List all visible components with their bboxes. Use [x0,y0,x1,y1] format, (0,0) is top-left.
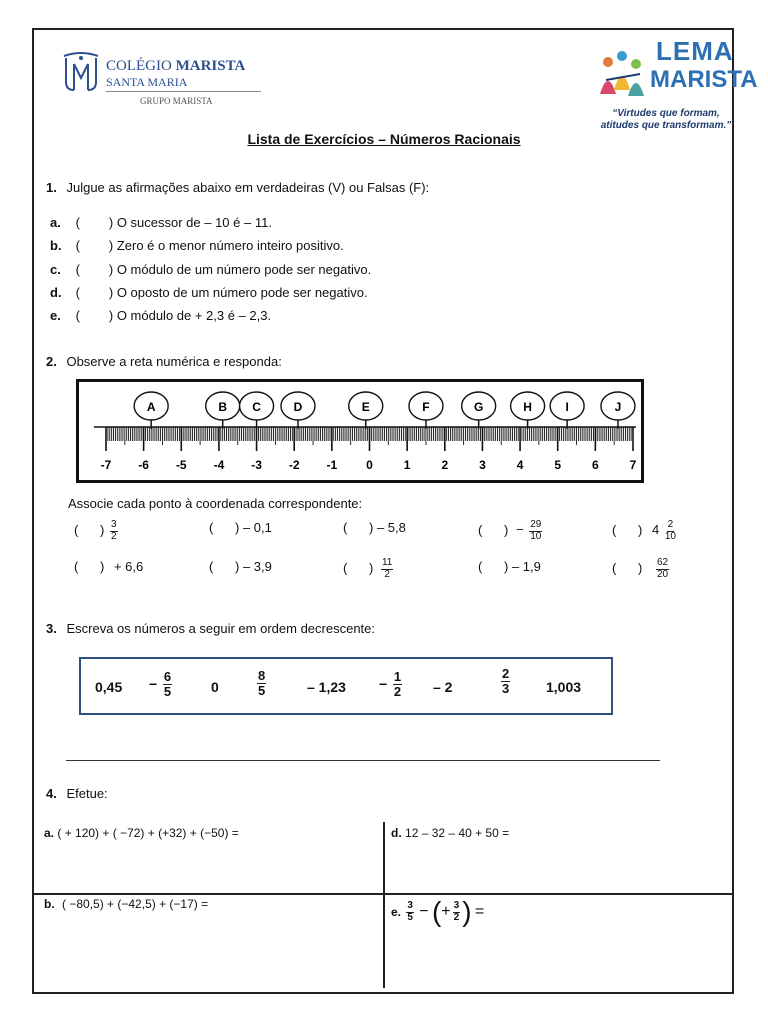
school-logo [60,50,270,112]
lema-figures-icon [596,44,656,108]
answer-blank[interactable]: ( ) [209,559,240,574]
point-label: G [473,400,484,414]
paren-close: ) [462,896,472,927]
fraction-denominator: 2 [393,683,402,699]
fraction-numerator: 3 [110,519,117,530]
q1-item-text: O módulo de + 2,3 é – 2,3. [116,308,272,323]
q1-item-d [50,285,368,300]
tick-label: -4 [213,458,225,472]
tick-label: 6 [592,458,599,472]
answer-blank[interactable]: ( ) [75,238,114,253]
option-value: + 6,6 [113,559,144,574]
paren-open: ( [431,896,442,927]
option-r2c1 [74,559,143,574]
number-item [379,670,404,698]
q4-item-d [391,826,509,840]
q4-text: Efetue: [66,786,108,801]
answer-blank[interactable]: ( ) [478,522,509,538]
school-name-a: COLÉGIO [106,58,172,74]
tick-label: -1 [326,458,338,472]
answer-blank[interactable]: ( ) [343,520,374,535]
tick-label: -2 [288,458,300,472]
answer-blank[interactable]: ( ) [75,215,114,230]
option-r1c5 [612,520,678,542]
fraction-denominator: 10 [530,530,542,542]
fraction-numerator: 2 [667,519,674,530]
numbers-box [79,657,613,715]
tick-label: 0 [366,458,373,472]
minus-sign: − [515,522,524,538]
q4-expression: 12 – 32 – 40 + 50 = [405,826,510,840]
q1-item-letter: e. [50,308,61,323]
tick-label: -7 [100,458,112,472]
fraction-denominator: 5 [163,683,172,699]
number-item [255,669,268,697]
option-value: – 3,9 [242,559,272,574]
option-value: – 1,9 [511,559,541,574]
tick-label: 3 [479,458,486,472]
minus-sign: − [379,676,388,693]
lema-tagline-1: “Virtudes que formam, [612,108,720,119]
answer-blank[interactable]: ( ) [75,308,114,323]
tick-label: 1 [403,458,411,472]
q1-number: 1. [46,180,57,195]
number-item: 0 [211,679,219,695]
q2-associate-prompt: Associe cada ponto à coordenada correspondente: [68,496,363,511]
fraction-numerator: 3 [407,900,413,911]
school-campus: SANTA MARIA [106,75,188,89]
q1-item-e [50,308,271,323]
fraction-denominator: 2 [453,911,460,923]
option-value: – 5,8 [376,520,406,535]
option-r1c2 [209,520,272,535]
tick-label: 7 [629,458,637,472]
number-line-ruler [76,379,644,483]
answer-blank[interactable]: ( ) [209,520,240,535]
fraction-numerator: 6 [163,669,172,684]
fraction [501,667,510,695]
answer-blank[interactable]: ( ) [74,522,105,538]
number-item: – 1,23 [307,679,346,695]
tick-label: -3 [251,458,262,472]
q1-prompt [46,180,429,195]
whole-number: 4 [651,522,660,538]
q4-expression: ( + 120) + ( −72) + (+32) + (−50) = [57,826,239,840]
answer-line[interactable] [66,760,660,761]
number-item: – 2 [433,679,453,695]
fraction-denominator: 2 [110,530,117,542]
q1-item-letter: c. [50,262,61,277]
q1-item-letter: b. [50,238,62,253]
answer-blank[interactable]: ( ) [74,559,105,574]
q1-item-letter: d. [50,285,62,300]
grid-horizontal-line [34,893,732,895]
plus-sign: + [441,903,451,920]
fraction [665,520,676,542]
q1-item-text: Zero é o menor número inteiro positivo. [116,238,344,253]
q1-item-text: O módulo de um número pode ser negativo. [116,262,372,277]
number-item [149,670,174,698]
point-label: J [614,400,622,414]
tick-label: 4 [516,458,524,472]
q4-item-e [391,896,484,928]
fraction-numerator: 11 [381,557,393,568]
point-label: B [218,400,228,414]
q3-prompt [46,621,375,636]
group-name-a: GRUPO [140,96,171,106]
tick-label: -6 [138,458,149,472]
minus-sign: − [149,676,158,693]
q1-item-a [50,215,272,230]
point-label: A [146,400,156,414]
option-r2c3 [343,558,395,580]
q4-expression: ( −80,5) + (−42,5) + (−17) = [62,897,209,911]
number-item: 0,45 [95,679,123,695]
marista-monogram-icon [60,52,102,96]
q4-item-letter: e. [391,905,402,919]
fraction-denominator: 5 [407,911,413,923]
fraction-denominator: 5 [258,682,266,698]
tick-label: 2 [441,458,449,472]
answer-blank[interactable]: ( ) [343,560,374,576]
fraction [393,670,402,698]
q4-item-letter: a. [44,826,55,840]
fraction [381,558,393,580]
answer-blank[interactable]: ( ) [478,559,509,574]
minus-sign: − [419,903,429,920]
option-r2c4 [478,559,541,574]
fraction-numerator: 2 [502,666,510,681]
lema-title: LEMA [656,36,734,66]
answer-blank[interactable]: ( ) [75,262,114,277]
option-value: – 0,1 [242,520,272,535]
option-r1c3 [343,520,406,535]
point-label: E [361,400,370,414]
lema-tagline-2: atitudes que transformam.” [600,120,732,131]
fraction [529,520,542,542]
grid-vertical-line [383,822,385,988]
q4-item-letter: b. [44,897,55,911]
fraction-denominator: 2 [384,568,390,580]
school-name-b: MARISTA [175,58,246,74]
q1-item-text: O oposto de um número pode ser negativo. [116,285,368,300]
fraction [656,558,669,580]
fraction-numerator: 29 [530,519,542,530]
fraction-numerator: 1 [393,669,402,684]
tick-label: -5 [175,458,187,472]
answer-blank[interactable]: ( ) [612,522,643,538]
q4-prompt [46,786,108,801]
lema-subtitle: MARISTA [650,66,758,93]
fraction [453,901,461,923]
fraction-denominator: 10 [664,530,676,542]
q1-text: Julgue as afirmações abaixo em verdadeiras (V) ou Falsas (F): [66,180,430,195]
point-label: H [523,400,532,414]
tick-label: 5 [554,458,562,472]
fraction-numerator: 8 [258,668,266,683]
fraction [110,520,118,542]
q4-item-a [44,826,239,840]
number-item [499,667,512,695]
q2-prompt [46,354,282,369]
answer-blank[interactable]: ( ) [612,560,643,576]
q1-item-b [50,238,344,253]
lema-logo [596,36,758,136]
fraction [163,670,172,698]
fraction [257,669,266,697]
fraction-numerator: 3 [453,900,460,911]
q4-number: 4. [46,786,57,801]
answer-blank[interactable]: ( ) [75,285,114,300]
option-r2c5 [612,558,671,580]
point-label: D [293,400,303,414]
fraction-denominator: 3 [502,680,510,696]
equals-sign: = [474,903,485,920]
q3-number: 3. [46,621,57,636]
point-label: F [422,400,430,414]
number-item: 1,003 [546,679,582,695]
q2-text: Observe a reta numérica e responda: [66,354,282,369]
option-r2c2 [209,559,272,574]
q1-item-letter: a. [50,215,61,230]
point-label: I [565,400,569,414]
fraction-denominator: 20 [656,568,669,580]
q2-number: 2. [46,354,57,369]
point-label: C [252,400,261,414]
q1-item-text: O sucessor de – 10 é – 11. [116,215,272,230]
q4-item-b [44,897,208,911]
option-r1c1 [74,520,120,542]
fraction [406,901,414,923]
q4-item-letter: d. [391,826,402,840]
group-name-b: MARISTA [172,96,213,106]
q3-text: Escreva os números a seguir em ordem decrescente: [66,621,375,636]
q1-item-c [50,262,371,277]
page-title: Lista de Exercícios – Números Racionais [247,131,521,147]
option-r1c4 [478,520,544,542]
fraction-numerator: 62 [656,557,669,568]
